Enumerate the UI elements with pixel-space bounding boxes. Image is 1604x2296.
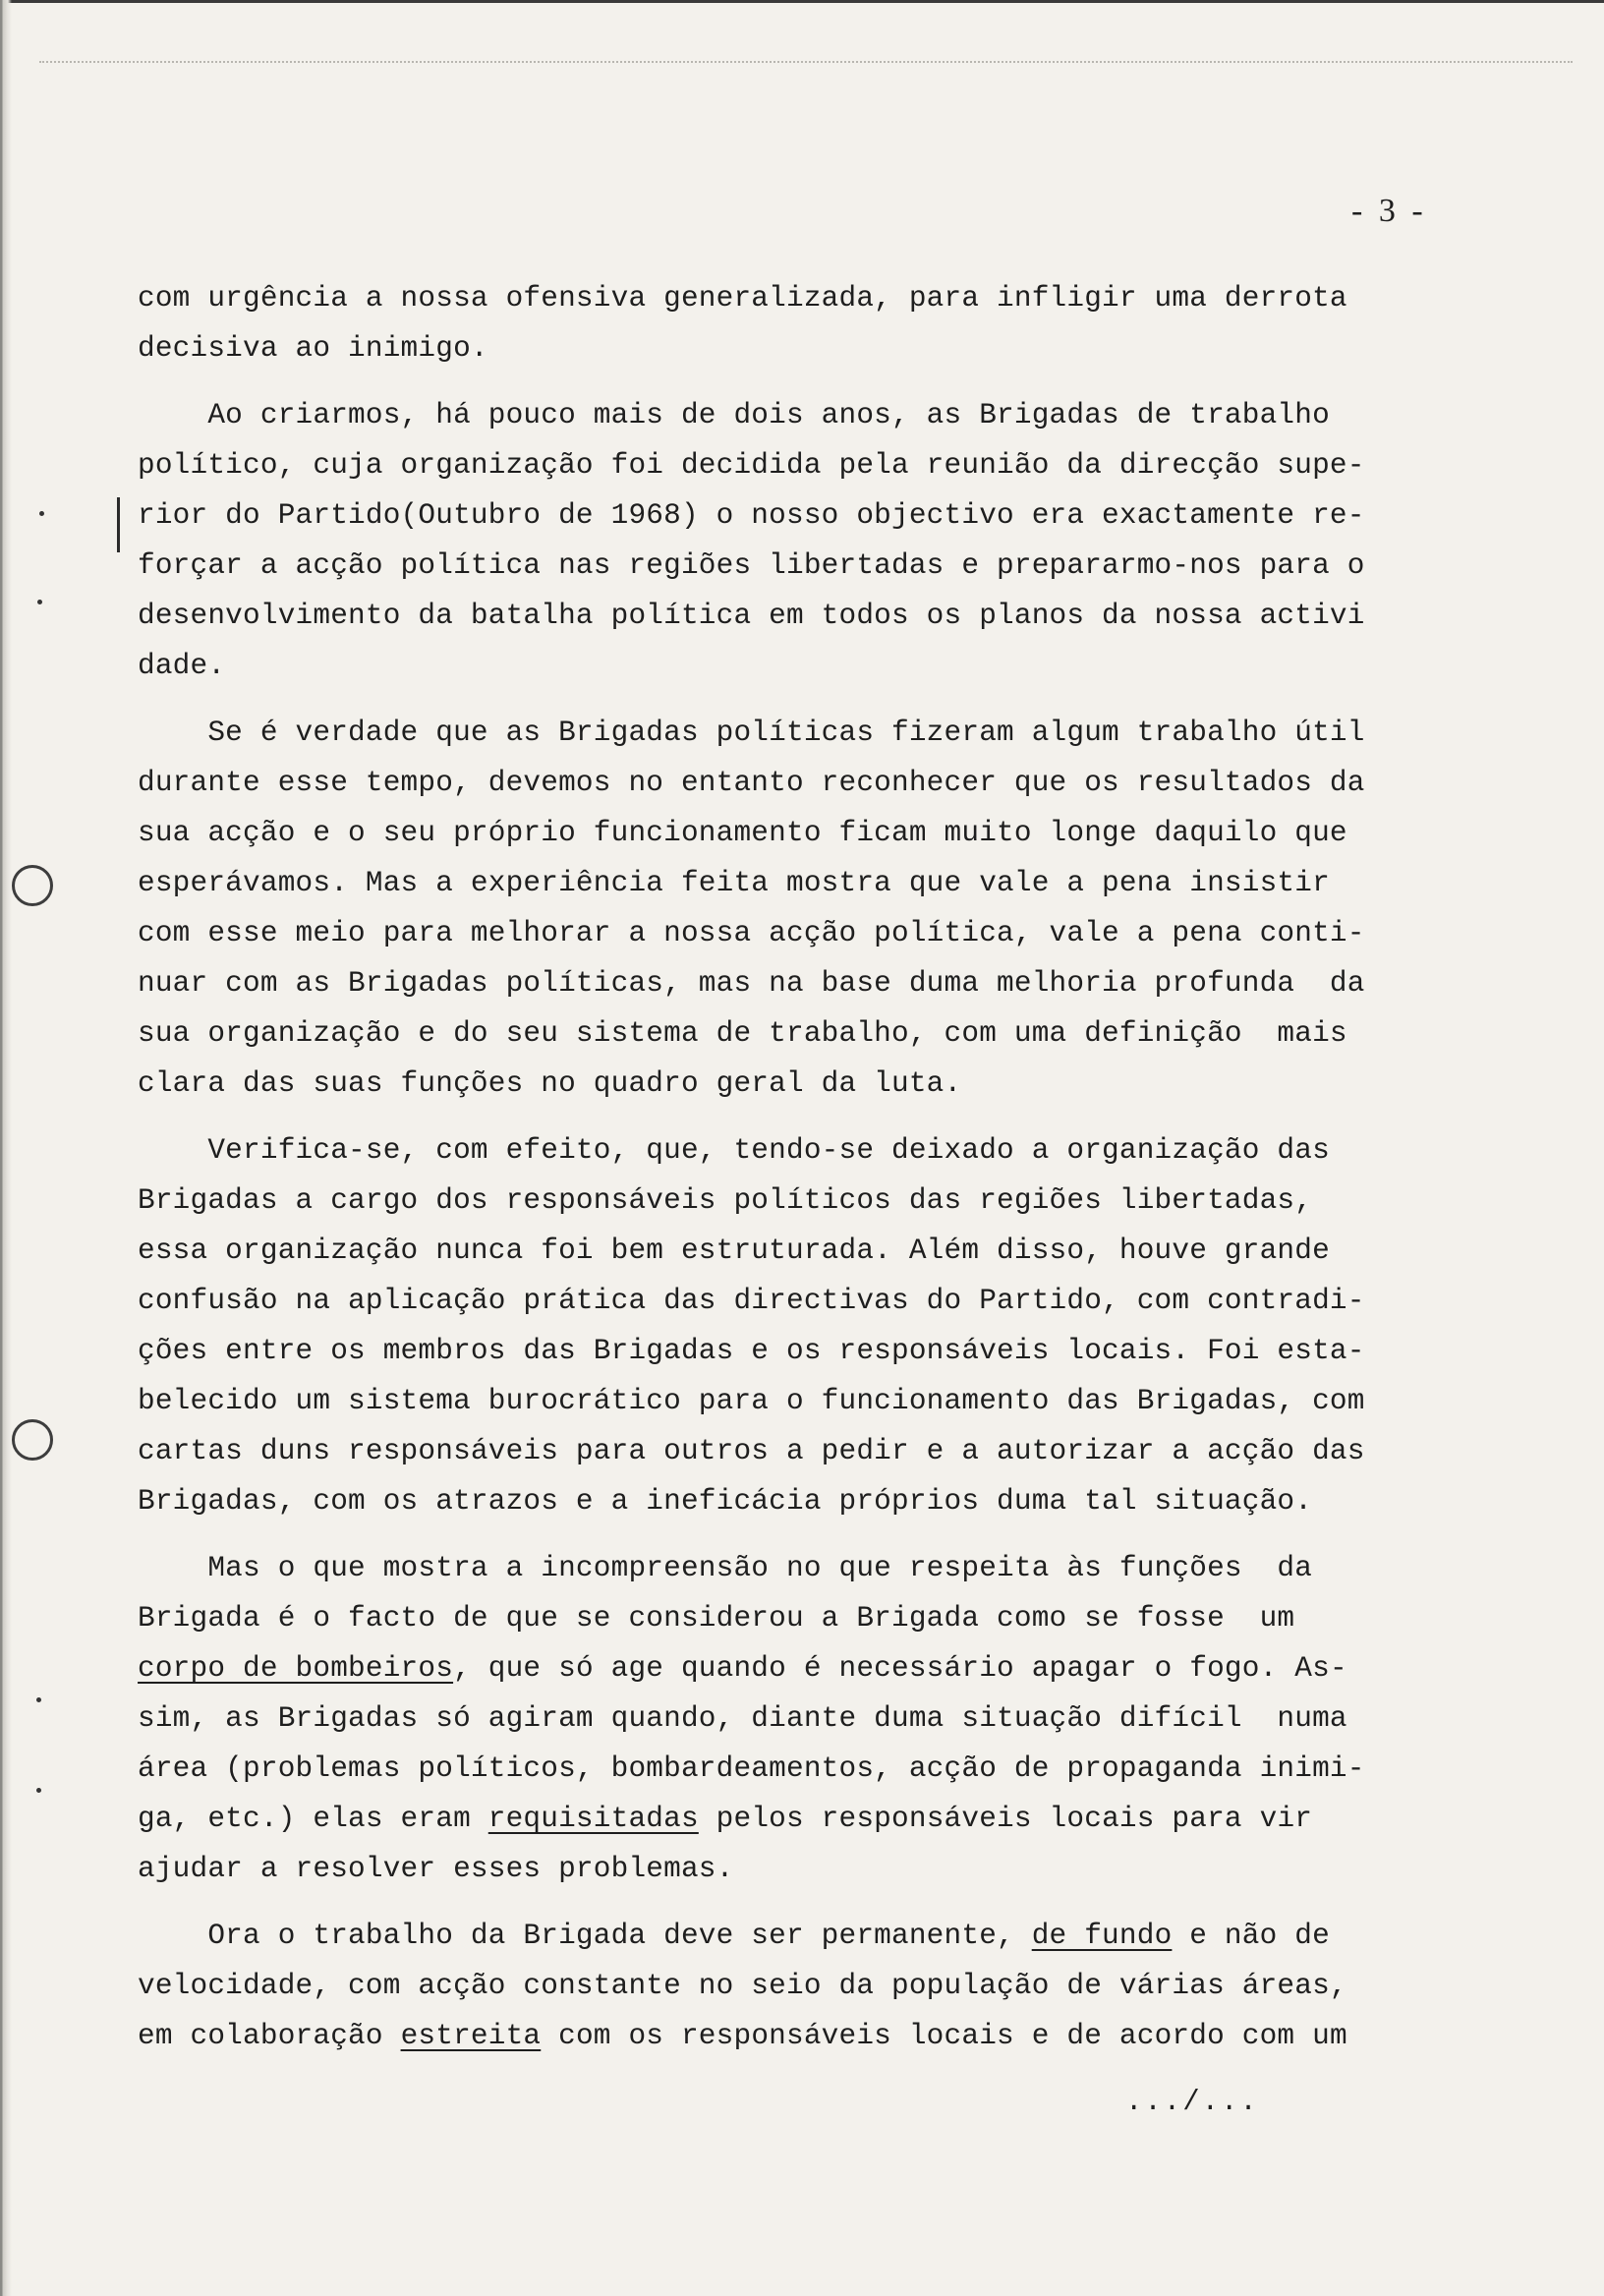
text-line: Brigadas a cargo dos responsáveis políticos das regiões libertadas, [138, 1184, 1313, 1217]
text-line: rior do Partido(Outubro de 1968) o nosso objectivo era exactamente re- [138, 499, 1365, 532]
text-line: belecido um sistema burocrático para o funcionamento das Brigadas, com [138, 1385, 1365, 1417]
page-left-edge [0, 0, 12, 2296]
text-line: Brigada é o facto de que se considerou a Brigada como se fosse um [138, 1602, 1295, 1635]
paragraph [138, 1911, 1553, 2061]
text-line: Verifica-se, com efeito, que, tendo-se deixado a organização das [138, 1134, 1330, 1167]
paragraph-gap [138, 1109, 1553, 1125]
text-line: Ora o trabalho da Brigada deve ser permanente, de fundo e não de [138, 1920, 1330, 1952]
text-line: Brigadas, com os atrazos e a ineficácia próprios duma tal situação. [138, 1485, 1313, 1518]
text-line: desenvolvimento da batalha política em todos os planos da nossa activi [138, 600, 1365, 632]
document-body [138, 273, 1553, 2061]
margin-revision-bar [117, 497, 120, 552]
text-line: com urgência a nossa ofensiva generalizada, para infligir uma derrota [138, 282, 1347, 315]
text-line: velocidade, com acção constante no seio da população de várias áreas, [138, 1970, 1347, 2002]
text-line: político, cuja organização foi decidida pela reunião da direcção supe- [138, 449, 1365, 482]
paragraph [138, 708, 1553, 1109]
paragraph-gap [138, 1894, 1553, 1911]
paragraph-gap [138, 1526, 1553, 1543]
paragraph-gap [138, 691, 1553, 708]
margin-mark [39, 511, 44, 516]
text-line: clara das suas funções no quadro geral da luta. [138, 1067, 962, 1100]
underlined-phrase: requisitadas [487, 1803, 699, 1835]
punch-hole-lower [12, 1419, 53, 1461]
text-line: confusão na aplicação prática das directivas do Partido, com contradi- [138, 1285, 1365, 1317]
underlined-phrase: corpo de bombeiros [138, 1652, 454, 1685]
text-line: ga, etc.) elas eram requisitadas pelos responsáveis locais para vir [138, 1803, 1313, 1835]
text-line: decisiva ao inimigo. [138, 332, 488, 365]
text-line: dade. [138, 650, 226, 682]
text-line: sua organização e do seu sistema de trabalho, com uma definição mais [138, 1017, 1347, 1050]
text-line: sim, as Brigadas só agiram quando, diante duma situação difícil numa [138, 1702, 1347, 1735]
text-line: cartas duns responsáveis para outros a pedir e a autorizar a acção das [138, 1435, 1365, 1467]
text-line: sua acção e o seu próprio funcionamento ficam muito longe daquilo que [138, 817, 1347, 849]
text-line: essa organização nunca foi bem estruturada. Além disso, houve grande [138, 1234, 1330, 1267]
text-line: esperávamos. Mas a experiência feita mostra que vale a pena insistir [138, 867, 1330, 899]
paragraph [138, 1543, 1553, 1894]
underlined-phrase: de fundo [1031, 1920, 1173, 1952]
text-line: com esse meio para melhorar a nossa acção política, vale a pena conti- [138, 917, 1365, 949]
text-line: ções entre os membros das Brigadas e os responsáveis locais. Foi esta- [138, 1335, 1365, 1367]
text-line: em colaboração estreita com os responsáveis locais e de acordo com um [138, 2020, 1347, 2052]
text-line: nuar com as Brigadas políticas, mas na base duma melhoria profunda da [138, 967, 1365, 1000]
text-line: Mas o que mostra a incompreensão no que respeita às funções da [138, 1552, 1313, 1584]
text-line: forçar a acção política nas regiões libertadas e prepararmo-nos para o [138, 549, 1365, 582]
paragraph [138, 273, 1553, 373]
continuation-mark: .../... [1125, 2086, 1259, 2118]
text-line: Se é verdade que as Brigadas políticas fizeram algum trabalho útil [138, 717, 1365, 749]
text-line: corpo de bombeiros, que só age quando é necessário apagar o fogo. As- [138, 1652, 1347, 1685]
text-line: durante esse tempo, devemos no entanto reconhecer que os resultados da [138, 767, 1365, 799]
scan-artifact-line [39, 61, 1573, 63]
margin-mark [36, 1788, 41, 1793]
punch-hole-upper [12, 865, 53, 906]
page-top-border [0, 0, 1604, 10]
text-line: área (problemas políticos, bombardeamentos, acção de propaganda inimi- [138, 1752, 1365, 1785]
text-line: Ao criarmos, há pouco mais de dois anos, as Brigadas de trabalho [138, 399, 1330, 431]
page-number: - 3 - [1351, 193, 1427, 229]
margin-mark [36, 1697, 41, 1702]
paragraph [138, 1125, 1553, 1526]
paragraph-gap [138, 373, 1553, 390]
paragraph [138, 390, 1553, 691]
text-line: ajudar a resolver esses problemas. [138, 1853, 734, 1885]
underlined-phrase: estreita [400, 2020, 542, 2052]
margin-mark [37, 600, 42, 604]
